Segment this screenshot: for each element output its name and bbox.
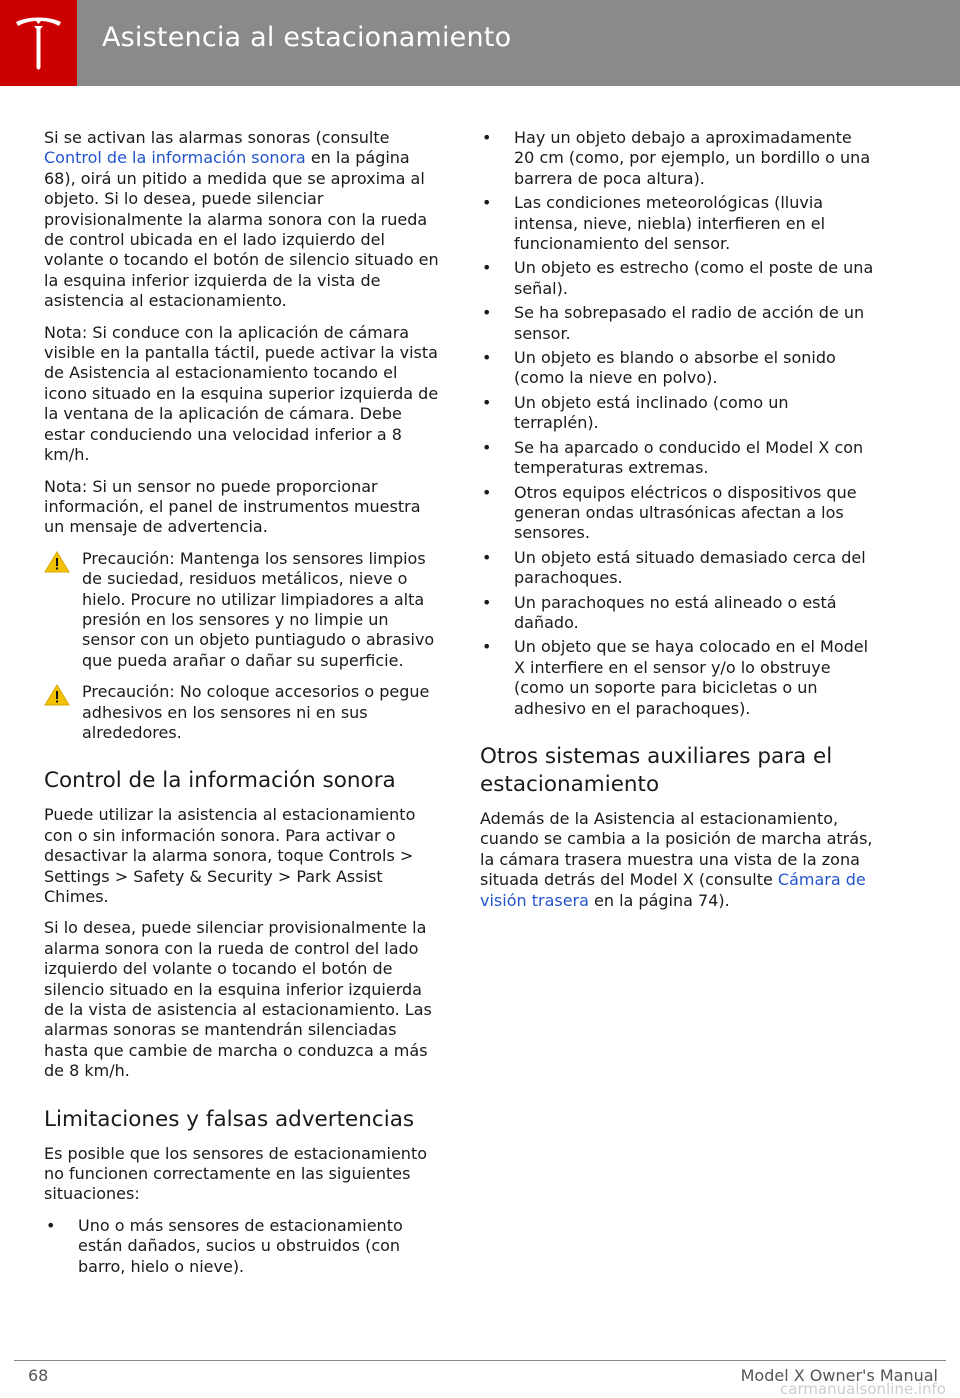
caution-clean-sensors: Precaución: Mantenga los sensores limpios de suciedad, residuos metálicos, nieve o hielo. Procure no utilizar limpiadores a alta presión en los sensores y no limpie un sensor con un objeto puntiagudo o abrasivo que pueda arañar o dañar su superficie. [44,549,440,671]
heading-control-sonora: Control de la información sonora [44,768,396,794]
page-title: Asistencia al estacionamiento [102,22,512,53]
page-header [0,0,960,86]
tesla-logo [0,0,77,86]
list-item: • Un objeto está inclinado (como un terraplén). [482,392,789,433]
heading-limitaciones: Limitaciones y falsas advertencias [44,1106,415,1132]
note-camera: Nota: Si conduce con la aplicación de cámara visible en la pantalla táctil, puede activar la vista de Asistencia al estacionamiento tocando el icono situado en la esquina superior izquierda de la ventana de la aplicación de cámara. Debe estar conduciendo una velocidad inferior a 8 km/h. [44,322,439,465]
tesla-logo-icon [14,14,63,70]
warning-icon [44,684,70,706]
list-item: • Las condiciones meteorológicas (lluvia intensa, nieve, niebla) interfieren en el funcionamiento del sensor. [482,193,826,254]
list-item: • Otros equipos eléctricos o dispositivos que generan ondas ultrasónicas afectan a los sensores. [482,482,857,543]
other-paragraph: Además de la Asistencia al estacionamiento, cuando se cambia a la posición de marcha atrás, la cámara trasera muestra una vista de la zona situada detrás del Model X (consulte Cámara de visión trasera en la página 74). [480,808,873,910]
link-camara-vision-trasera[interactable]: Cámara de visión trasera [480,870,866,910]
manual-name: Model X Owner's Manual [740,1366,938,1385]
bullet: • [482,128,492,147]
bullet: • [482,437,492,457]
bullet: • [482,392,492,412]
limits-list-right [480,128,876,719]
list-item: • Uno o más sensores de estacionamiento están dañados, sucios u obstruidos (con barro, hielo o nieve). [46,1215,403,1276]
heading-otros-sistemas: Otros sistemas auxiliares para el estacionamiento [480,743,833,797]
watermark: carmanualsonline.info [780,1380,946,1398]
limits-list-left [44,1216,440,1277]
link-control-informacion-sonora[interactable]: Control de la información sonora [44,148,306,168]
left-column [44,128,440,1281]
list-item: • Un objeto que se haya colocado en el Model X interfiere en el sensor y/o lo obstruye (como un soporte para bicicletas o un adhesivo en el parachoques). [482,637,869,718]
list-item: • Un parachoques no está alineado o está dañado. [482,592,837,632]
bullet: • [482,637,492,657]
bullet: • [482,592,492,612]
bullet: • [46,1215,56,1235]
list-item: • Un objeto es blando o absorbe el sonido (como la nieve en polvo). [482,348,836,388]
limits-paragraph: Es posible que los sensores de estacionamiento no funcionen correctamente en las siguientes situaciones: [44,1143,428,1204]
control-paragraph-1: Puede utilizar la asistencia al estacionamiento con o sin información sonora. Para activar o desactivar la alarma sonora, toque Controls > Settings > Safety & Security > Park Assist Chimes. [44,805,416,906]
list-item: • Un objeto está situado demasiado cerca del parachoques. [482,547,866,588]
warning-icon [44,551,70,573]
bullet: • [482,193,492,213]
page-number: 68 [28,1366,49,1385]
right-column [480,128,876,922]
bullet: • [482,482,492,502]
bullet: • [482,348,492,368]
intro-paragraph: Si se activan las alarmas sonoras (consulte Control de la información sonora en la página 68), oirá un pitido a medida que se aproxima al objeto. Si lo desea, puede silenciar provisionalmente la alarma sonora con la rueda de control ubicada en el lado izquierdo del volante o tocando el botón de silencio situado en la esquina inferior izquierda de la vista de asistencia al estacionamiento. [44,128,439,311]
bullet: • [482,258,492,278]
list-item: • Hay un objeto debajo a aproximadamente 20 cm (como, por ejemplo, un bordillo o una barrera de poca altura). [482,128,871,188]
note-sensor: Nota: Si un sensor no puede proporcionar información, el panel de instrumentos muestra un mensaje de advertencia. [44,476,421,537]
list-item: • Un objeto es estrecho (como el poste de una señal). [482,258,874,298]
bullet: • [482,547,492,567]
bullet: • [482,303,492,323]
caution-accessories: Precaución: No coloque accesorios o pegue adhesivos en los sensores ni en sus alrededores. [44,682,440,743]
control-paragraph-2: Si lo desea, puede silenciar provisionalmente la alarma sonora con la rueda de control del lado izquierdo del volante o tocando el botón de silencio situado en la esquina inferior izquierda de la vista de asistencia al estacionamiento. Las alarmas sonoras se mantendrán silenciadas hasta que cambie de marcha o conduzca a más de 8 km/h. [44,918,432,1081]
list-item: • Se ha sobrepasado el radio de acción de un sensor. [482,303,865,343]
list-item: • Se ha aparcado o conducido el Model X con temperaturas extremas. [482,437,864,478]
footer-divider [14,1360,946,1361]
